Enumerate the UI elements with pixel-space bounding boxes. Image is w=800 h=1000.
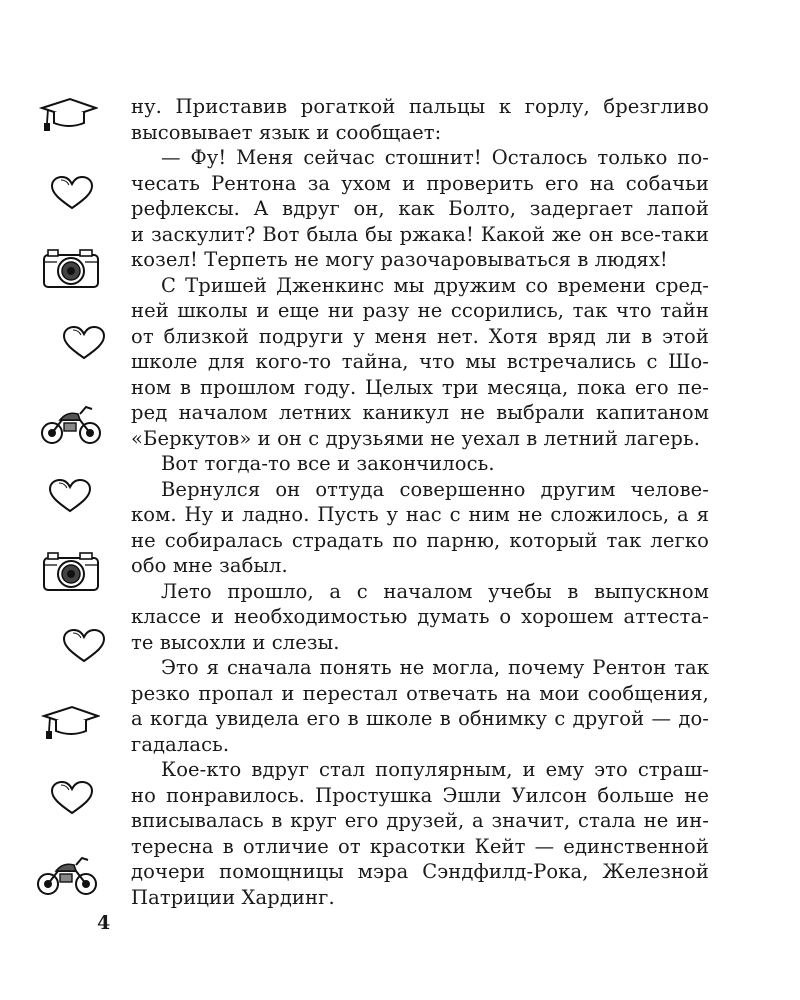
heart-icon — [61, 628, 107, 664]
text-line: — Фу! Меня сейчас стошнит! Осталось только по- — [161, 146, 709, 169]
page-number: 4 — [97, 912, 111, 934]
text-line: Кое-кто вдруг стал популярным, и ему это страш- — [161, 758, 709, 781]
text-line: ред началом летних каникул не выбрали капитаном — [131, 401, 709, 424]
text-line: Это я сначала понять не могла, почему Рентон так — [161, 656, 709, 679]
camera-icon — [42, 550, 100, 592]
text-line: С Тришей Дженкинс мы дружим со времени сред- — [161, 273, 709, 297]
motorcycle-icon — [40, 402, 102, 446]
graduation-cap-icon — [38, 96, 98, 134]
text-line: и заскулит? Вот была бы ржака! Какой же он все-таки — [131, 222, 709, 246]
camera-icon — [42, 247, 100, 289]
text-line: высовывает язык и сообщает: — [131, 120, 442, 144]
graduation-cap-icon — [40, 704, 100, 742]
text-line: тересна в отличие от красотки Кейт — единственной — [131, 834, 709, 858]
text-line: гадалась. — [131, 732, 230, 756]
text-line: но понравилось. Простушка Эшли Уилсон больше не — [131, 783, 709, 807]
body-text — [131, 94, 709, 910]
text-line: чесать Рентона за ухом и проверить его на собачьи — [131, 171, 709, 195]
text-line: дочери помощницы мэра Сэндфилд-Рока, Железной — [131, 860, 709, 883]
text-line: Вернулся он оттуда совершенно другим челове- — [161, 477, 709, 501]
text-line: козел! Терпеть не могу разочаровываться в людях! — [131, 248, 668, 271]
text-line: вписывалась в круг его друзей, а значит, стала не ин- — [131, 809, 709, 832]
text-line: от близкой подруги у меня нет. Хотя вряд ли в этой — [131, 324, 709, 348]
text-line: ну. Приставив рогаткой пальцы к горлу, брезгливо — [131, 95, 709, 118]
heart-icon — [49, 175, 95, 211]
text-line: классе и необходимостью думать о хорошем аттеста- — [131, 605, 709, 628]
text-line: ней школы и еще ни разу не ссорились, так что тайн — [131, 299, 709, 322]
text-line: обо мне забыл. — [131, 554, 288, 577]
text-line: резко пропал и перестал отвечать на мои сообщения, — [131, 681, 709, 705]
heart-icon — [49, 780, 95, 816]
text-line: рефлексы. А вдруг он, как Болто, задергает лапой — [131, 197, 709, 220]
text-line: «Беркутов» и он с друзьями не уехал в летний лагерь. — [131, 426, 701, 450]
motorcycle-icon — [36, 853, 98, 897]
text-line: ком. Ну и ладно. Пусть у нас с ним не сложилось, а я — [131, 503, 709, 526]
text-line: Патриции Хардинг. — [131, 885, 335, 909]
text-line: а когда увидела его в школе в обнимку с другой — до- — [131, 707, 709, 730]
text-line: не собиралась страдать по парню, который так легко — [131, 528, 709, 552]
text-line: школе для кого-то тайна, что мы встречались с Шо- — [131, 350, 709, 373]
text-line: те высохли и слезы. — [131, 630, 340, 654]
heart-icon — [61, 325, 107, 361]
text-line: Вот тогда-то все и закончилось. — [161, 452, 495, 475]
text-line: ном в прошлом году. Целых три месяца, пока его пе- — [131, 375, 709, 399]
heart-icon — [47, 478, 93, 514]
text-line: Лето прошло, а с началом учебы в выпускном — [161, 579, 709, 603]
